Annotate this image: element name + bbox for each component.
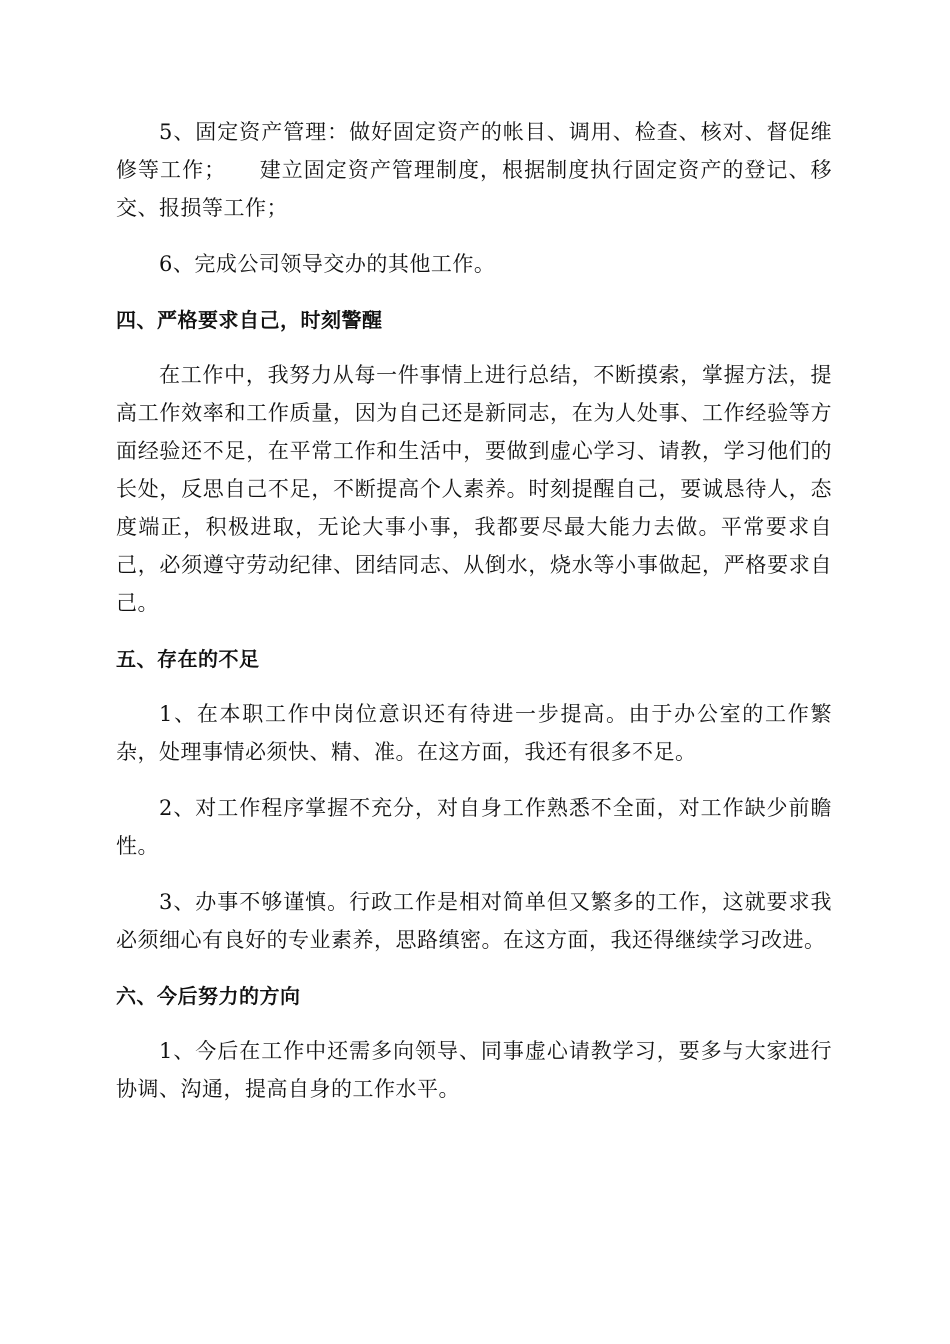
document-body — [116, 113, 832, 1126]
paragraph-fixed-assets: 5、固定资产管理：做好固定资产的帐目、调用、检查、核对、督促维修等工作； 建立固定资产管理制度，根据制度执行固定资产的登记、移交、报损等工作； — [116, 120, 832, 220]
section-heading-shortcomings: 五、存在的不足 — [116, 647, 260, 671]
paragraph-shortcoming-3: 3、办事不够谨慎。行政工作是相对简单但又繁多的工作，这就要求我必须细心有良好的专业素养，思路缜密。在这方面，我还得继续学习改进。 — [116, 890, 832, 952]
section-heading-self-discipline: 四、严格要求自己，时刻警醒 — [116, 308, 383, 332]
section-heading-future-direction: 六、今后努力的方向 — [116, 984, 301, 1008]
paragraph-shortcoming-2: 2、对工作程序掌握不充分，对自身工作熟悉不全面，对工作缺少前瞻性。 — [116, 796, 832, 858]
paragraph-future-1: 1、今后在工作中还需多向领导、同事虚心请教学习，要多与大家进行协调、沟通，提高自身的工作水平。 — [116, 1039, 832, 1101]
paragraph-other-tasks: 6、完成公司领导交办的其他工作。 — [159, 252, 496, 276]
paragraph-shortcoming-1: 1、在本职工作中岗位意识还有待进一步提高。由于办公室的工作繁杂，处理事情必须快、精、准。在这方面，我还有很多不足。 — [116, 702, 832, 764]
paragraph-self-discipline: 在工作中，我努力从每一件事情上进行总结，不断摸索，掌握方法，提高工作效率和工作质量，因为自己还是新同志，在为人处事、工作经验等方面经验还不足，在平常工作和生活中，要做到虚心学习、请教，学习他们的长处，反思自己不足，不断提高个人素养。时刻提醒自己，要诚恳待人，态度端正，积极进取，无论大事小事，我都要尽最大能力去做。平常要求自己，必须遵守劳动纪律、团结同志、从倒水，烧水等小事做起，严格要求自己。 — [116, 363, 832, 615]
